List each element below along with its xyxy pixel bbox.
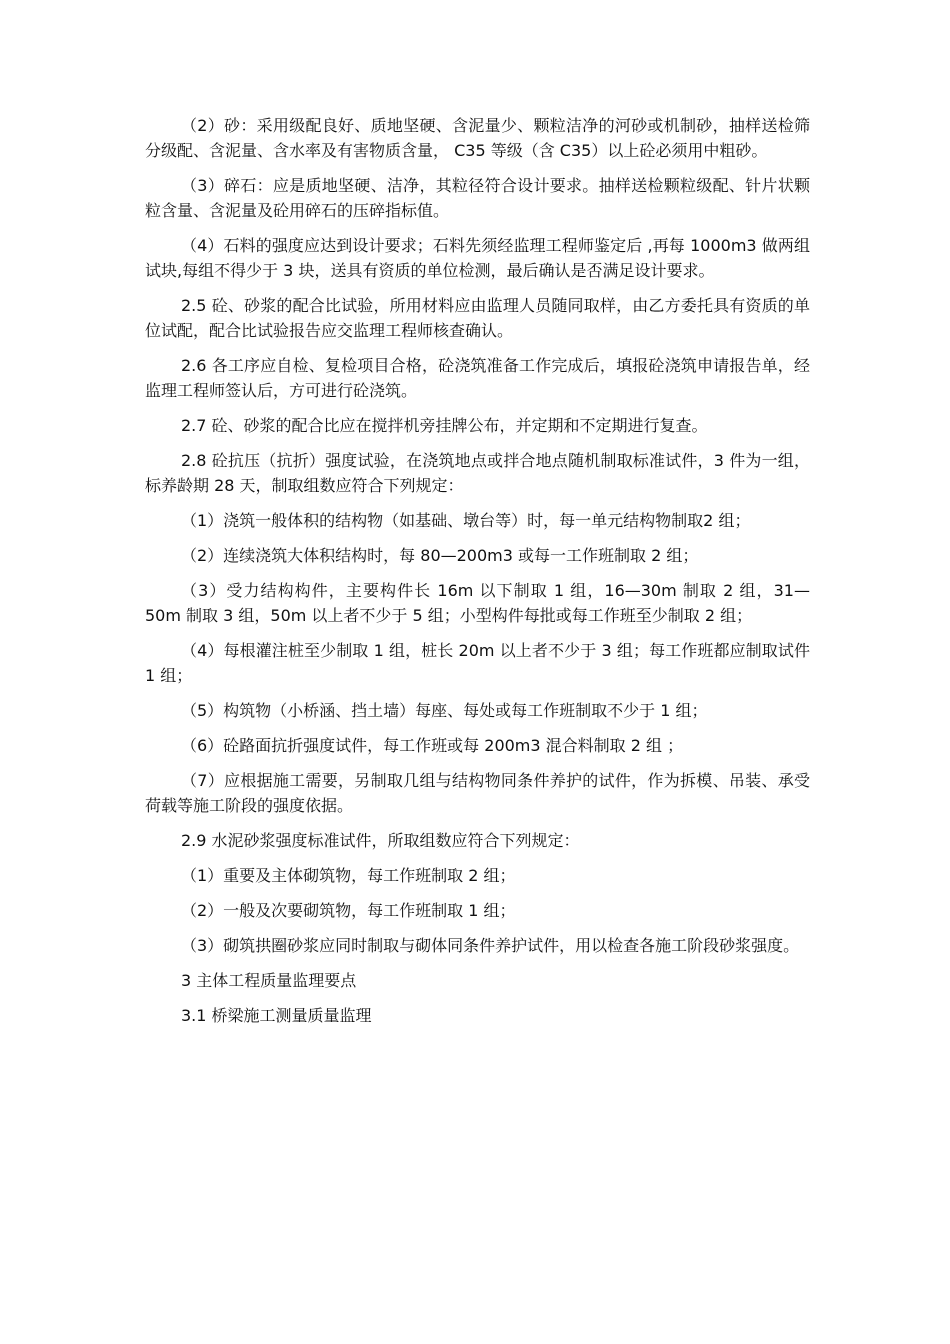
paragraph-gravel: （3）碎石：应是质地坚硬、洁净，其粒径符合设计要求。抽样送检颗粒级配、针片状颗粒含量、含泥量及砼用碎石的压碎指标值。 bbox=[145, 176, 810, 220]
paragraph-2-9-item-2: （2）一般及次要砌筑物，每工作班制取 1 组； bbox=[181, 901, 516, 920]
paragraph-stone: （4）石料的强度应达到设计要求；石料先须经监理工程师鉴定后 ,再每 1000m3 做两组试块,每组不得少于 3 块，送具有资质的单位检测，最后确认是否满足设计要求。 bbox=[145, 236, 810, 280]
paragraph-2-9-item-3: （3）砌筑拱圈砂浆应同时制取与砌体同条件养护试件，用以检查各施工阶段砂浆强度。 bbox=[181, 936, 800, 955]
paragraph-sand: （2）砂：采用级配良好、质地坚硬、含泥量少、颗粒洁净的河砂或机制砂，抽样送检筛分级配、含泥量、含水率及有害物质含量， C35 等级（含 C35）以上砼必须用中粗砂。 bbox=[145, 116, 810, 160]
document-body bbox=[145, 113, 810, 1038]
paragraph-2-8-item-2: （2）连续浇筑大体积结构时，每 80—200m3 或每一工作班制取 2 组； bbox=[181, 546, 699, 565]
paragraph-2-8-item-6: （6）砼路面抗折强度试件，每工作班或每 200m3 混合料制取 2 组 ； bbox=[181, 736, 684, 755]
paragraph-2-8-item-1: （1）浇筑一般体积的结构物（如基础、墩台等）时，每一单元结构物制取2 组； bbox=[181, 511, 751, 530]
paragraph-2-8: 2.8 砼抗压（抗折）强度试验，在浇筑地点或拌合地点随机制取标准试件，3 件为一组，标养龄期 28 天，制取组数应符合下列规定： bbox=[145, 451, 810, 495]
paragraph-2-8-item-7: （7）应根据施工需要，另制取几组与结构物同条件养护的试件，作为拆模、吊装、承受荷载等施工阶段的强度依据。 bbox=[145, 771, 810, 815]
paragraph-2-9: 2.9 水泥砂浆强度标准试件，所取组数应符合下列规定： bbox=[181, 831, 580, 850]
paragraph-2-8-item-5: （5）构筑物（小桥涵、挡土墙）每座、每处或每工作班制取不少于 1 组； bbox=[181, 701, 708, 720]
section-heading-3: 3 主体工程质量监理要点 bbox=[181, 971, 357, 990]
section-heading-3-1: 3.1 桥梁施工测量质量监理 bbox=[181, 1006, 372, 1025]
paragraph-2-7: 2.7 砼、砂浆的配合比应在搅拌机旁挂牌公布，并定期和不定期进行复查。 bbox=[181, 416, 708, 435]
paragraph-2-6: 2.6 各工序应自检、复检项目合格，砼浇筑准备工作完成后，填报砼浇筑申请报告单，经监理工程师签认后，方可进行砼浇筑。 bbox=[145, 356, 810, 400]
paragraph-2-5: 2.5 砼、砂浆的配合比试验，所用材料应由监理人员随同取样，由乙方委托具有资质的单位试配，配合比试验报告应交监理工程师核查确认。 bbox=[145, 296, 810, 340]
paragraph-2-8-item-3: （3）受力结构构件，主要构件长 16m 以下制取 1 组，16—30m 制取 2 组，31—50m 制取 3 组，50m 以上者不少于 5 组；小型构件每批或每工作班至少制取 2 组； bbox=[145, 581, 810, 625]
paragraph-2-8-item-4: （4）每根灌注桩至少制取 1 组，桩长 20m 以上者不少于 3 组；每工作班都应制取试件 1 组； bbox=[145, 641, 810, 685]
paragraph-2-9-item-1: （1）重要及主体砌筑物，每工作班制取 2 组； bbox=[181, 866, 516, 885]
